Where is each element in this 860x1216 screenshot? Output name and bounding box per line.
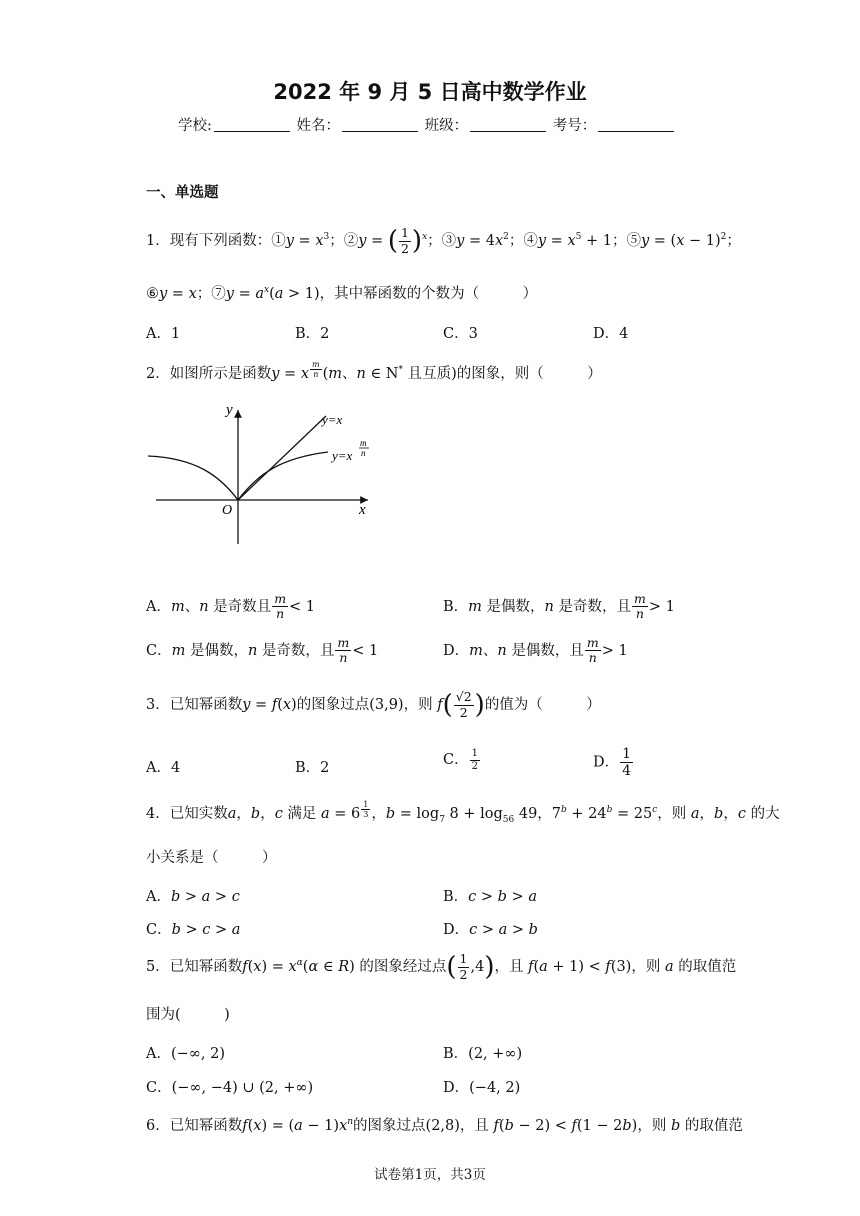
question-1-line-1: 1．现有下列函数：①y = $x^3$；②y = ( $\frac{1}{2}$ )$^x$；③y = $4x^2$；④y = $x^5 + 1$；⑤y = $(x - 1)^2$； xyxy=(146,225,741,256)
q1-option-c[interactable]: C．3 xyxy=(443,326,478,342)
line-y-equals-x xyxy=(238,416,326,500)
power-function-graph xyxy=(140,396,380,548)
line-label: y=x xyxy=(322,412,343,427)
school-blank xyxy=(214,117,290,132)
page-title: 2022 年 9 月 5 日高中数学作业 xyxy=(273,80,587,104)
q4-option-d[interactable]: D．c > a > b xyxy=(443,922,538,938)
curve-exponent-n: n xyxy=(361,448,366,458)
question-5-line-2: 围为( ) xyxy=(146,1007,230,1023)
curve-left xyxy=(148,456,238,500)
q1-option-d[interactable]: D．4 xyxy=(593,326,629,342)
q3-option-a[interactable]: A．4 xyxy=(146,760,181,776)
question-1-line-2: ⑥y = x；⑦y = $a^x(a > 1)$，其中幂函数的个数为（ ） xyxy=(146,285,538,302)
q2-option-b[interactable]: B．m 是偶数，n 是奇数，且 $\frac{m}{n}$ > 1 xyxy=(443,591,675,622)
curve-label: y=x xyxy=(332,448,353,463)
q1-option-b[interactable]: B．2 xyxy=(295,326,330,342)
id-blank xyxy=(598,117,674,132)
id-label: 考号： xyxy=(552,118,597,134)
question-5-line-1: 5．已知幂函数$f(x) = x^\alpha(\alpha$ ∈ R) 的图象经过点( $\frac{1}{2}$ ,4)，且 f(a + 1) < f(3)，则 a 的取值范 xyxy=(146,951,737,982)
question-4-line-2: 小关系是（ ） xyxy=(146,850,277,866)
q4-option-b[interactable]: B．c > b > a xyxy=(443,889,537,905)
section-heading: 一、单选题 xyxy=(146,185,219,201)
q2-option-a[interactable]: A．m、n 是奇数且 $\frac{m}{n}$ < 1 xyxy=(146,591,316,622)
q2-option-d[interactable]: D．m、n 是偶数，且 $\frac{m}{n}$ > 1 xyxy=(443,635,628,666)
question-4-line-1: 4．已知实数a，b，c 满足 a = 6 $^{\frac{1}{3}}$ ，$b = \log_7 8 + \log_{56} 49$，$7^b + 24^b = 25^c$，则 a，b，c 的大 xyxy=(146,800,780,825)
student-info-line xyxy=(178,114,676,135)
q4-option-c[interactable]: C．b > c > a xyxy=(146,922,241,938)
curve-exponent-m: m xyxy=(360,438,367,448)
name-label: 姓名： xyxy=(296,118,340,134)
q2-option-c[interactable]: C．m 是偶数，n 是奇数，且 $\frac{m}{n}$ < 1 xyxy=(146,635,379,666)
q3-option-c[interactable]: C． $\frac{1}{2}$ xyxy=(443,748,478,772)
q5-option-a[interactable]: A．(−∞, 2) xyxy=(146,1046,225,1062)
question-3-stem: 3．已知幂函数y = f(x)的图象过点(3,9)，则 f( $\frac{√2}{2}$ )的值为（ ） xyxy=(146,689,601,720)
q5-option-c[interactable]: C．(−∞, −4) ∪ (2, +∞) xyxy=(146,1080,314,1096)
origin-label: O xyxy=(222,503,233,518)
class-blank xyxy=(470,117,546,132)
class-label: 班级： xyxy=(424,118,469,134)
school-label: 学校: xyxy=(178,118,212,134)
curve-right xyxy=(238,452,328,500)
question-6-line-1: 6．已知幂函数$f(x) = (a - 1)x^n$的图象过点(2,8)，且 f(b − 2) < f(1 − 2b)，则 b 的取值范 xyxy=(146,1117,743,1134)
page-footer: 试卷第1页，共3页 xyxy=(374,1167,486,1183)
q4-option-a[interactable]: A．b > a > c xyxy=(146,889,240,905)
q5-option-b[interactable]: B．(2, +∞) xyxy=(443,1046,523,1062)
q3-option-d[interactable]: D． $\frac{1}{4}$ xyxy=(593,746,632,780)
q3-option-b[interactable]: B．2 xyxy=(295,760,330,776)
question-2-stem: 2．如图所示是函数y = x $^{\frac{m}{n}}$ (m、n ∈ N* 且互质)的图象，则（ ） xyxy=(146,360,602,383)
name-blank xyxy=(342,117,418,132)
y-axis-label: y xyxy=(226,402,233,418)
q5-option-d[interactable]: D．(−4, 2) xyxy=(443,1080,521,1096)
q1-option-a[interactable]: A．1 xyxy=(146,326,181,342)
x-axis-label: x xyxy=(359,502,366,518)
